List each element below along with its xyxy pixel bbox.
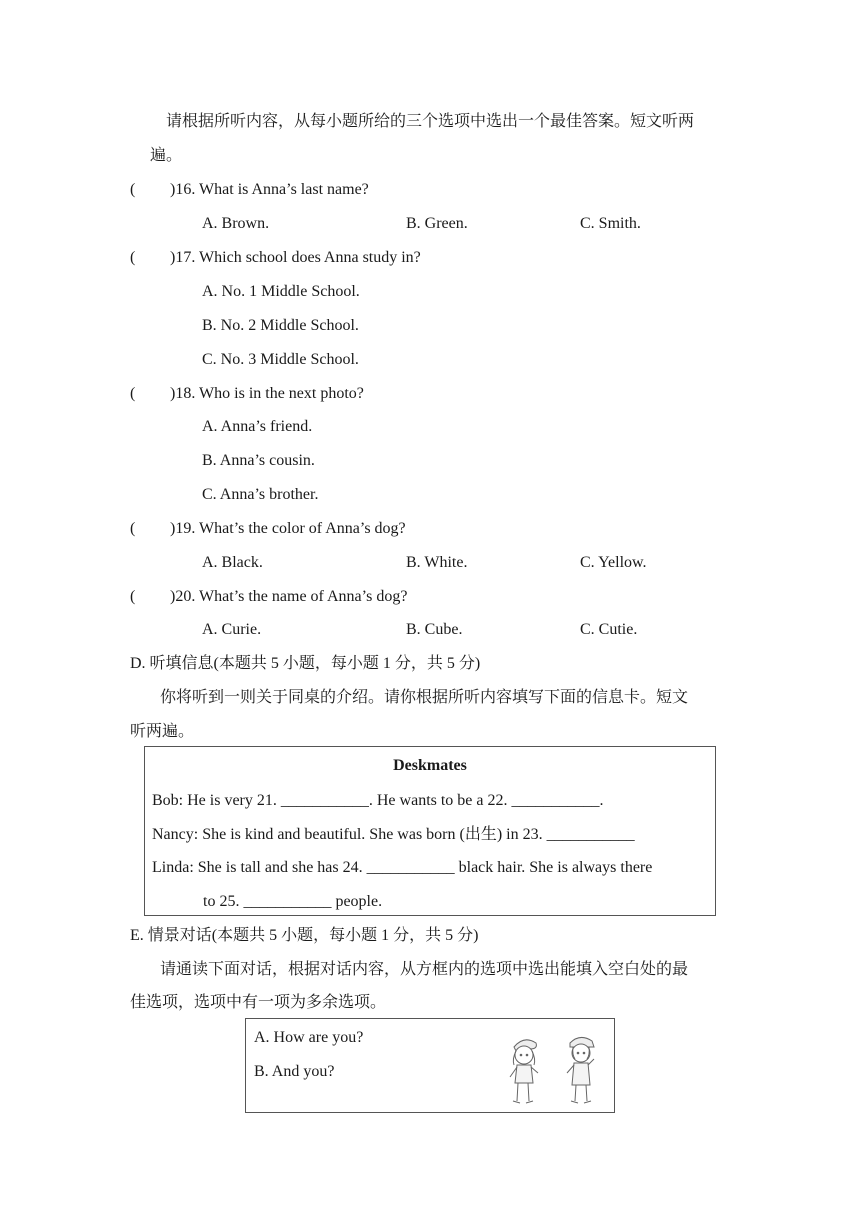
option-19a[interactable]: A. Black. bbox=[202, 554, 263, 571]
answer-bracket-open: ( bbox=[130, 385, 136, 402]
option-19c[interactable]: C. Yellow. bbox=[580, 554, 647, 571]
section-d-intro-line2: 听两遍。 bbox=[130, 723, 195, 740]
question-16-text: )16. What is Anna’s last name? bbox=[170, 181, 369, 198]
section-e-heading: E. 情景对话(本题共 5 小题，每小题 1 分，共 5 分) bbox=[130, 927, 479, 944]
card-row-bob: Bob: He is very 21. ___________. He wants to be a 22. ___________. bbox=[152, 792, 604, 809]
card-row-nancy: Nancy: She is kind and beautiful. She was born (出生) in 23. ___________ bbox=[152, 826, 635, 843]
question-19-text: )19. What’s the color of Anna’s dog? bbox=[170, 520, 406, 537]
option-16b[interactable]: B. Green. bbox=[406, 215, 468, 232]
dialogue-options-box bbox=[245, 1018, 615, 1113]
option-20b[interactable]: B. Cube. bbox=[406, 621, 463, 638]
option-20c[interactable]: C. Cutie. bbox=[580, 621, 638, 638]
two-children-illustration bbox=[500, 1033, 610, 1111]
question-17-text: )17. Which school does Anna study in? bbox=[170, 249, 421, 266]
option-19b[interactable]: B. White. bbox=[406, 554, 468, 571]
option-17c[interactable]: C. No. 3 Middle School. bbox=[202, 351, 359, 368]
answer-bracket-open: ( bbox=[130, 249, 136, 266]
card-title: Deskmates bbox=[393, 757, 467, 774]
dialogue-option-a[interactable]: A. How are you? bbox=[254, 1029, 364, 1046]
answer-bracket-open: ( bbox=[130, 520, 136, 537]
intro-c-line2: 遍。 bbox=[150, 147, 183, 164]
option-20a[interactable]: A. Curie. bbox=[202, 621, 262, 638]
option-16c[interactable]: C. Smith. bbox=[580, 215, 641, 232]
option-16a[interactable]: A. Brown. bbox=[202, 215, 270, 232]
section-e-intro-line2: 佳选项，选项中有一项为多余选项。 bbox=[130, 994, 387, 1011]
section-e-intro-line1: 请通读下面对话，根据对话内容，从方框内的选项中选出能填入空白处的最 bbox=[160, 961, 689, 978]
intro-c-line1: 请根据所听内容，从每小题所给的三个选项中选出一个最佳答案。短文听两 bbox=[166, 113, 695, 130]
deskmates-info-card bbox=[144, 746, 716, 916]
answer-bracket-open: ( bbox=[130, 588, 136, 605]
question-18-text: )18. Who is in the next photo? bbox=[170, 385, 364, 402]
section-d-intro-line1: 你将听到一则关于同桌的介绍。请你根据所听内容填写下面的信息卡。短文 bbox=[160, 689, 689, 706]
answer-bracket-open: ( bbox=[130, 181, 136, 198]
option-17a[interactable]: A. No. 1 Middle School. bbox=[202, 283, 360, 300]
card-row-linda-1: Linda: She is tall and she has 24. ___________ black hair. She is always there bbox=[152, 859, 653, 876]
question-20-text: )20. What’s the name of Anna’s dog? bbox=[170, 588, 408, 605]
dialogue-option-b[interactable]: B. And you? bbox=[254, 1063, 335, 1080]
option-17b[interactable]: B. No. 2 Middle School. bbox=[202, 317, 359, 334]
option-18a[interactable]: A. Anna’s friend. bbox=[202, 418, 313, 435]
option-18b[interactable]: B. Anna’s cousin. bbox=[202, 452, 315, 469]
card-row-linda-2: to 25. ___________ people. bbox=[203, 893, 383, 910]
option-18c[interactable]: C. Anna’s brother. bbox=[202, 486, 319, 503]
section-d-heading: D. 听填信息(本题共 5 小题，每小题 1 分，共 5 分) bbox=[130, 655, 481, 672]
